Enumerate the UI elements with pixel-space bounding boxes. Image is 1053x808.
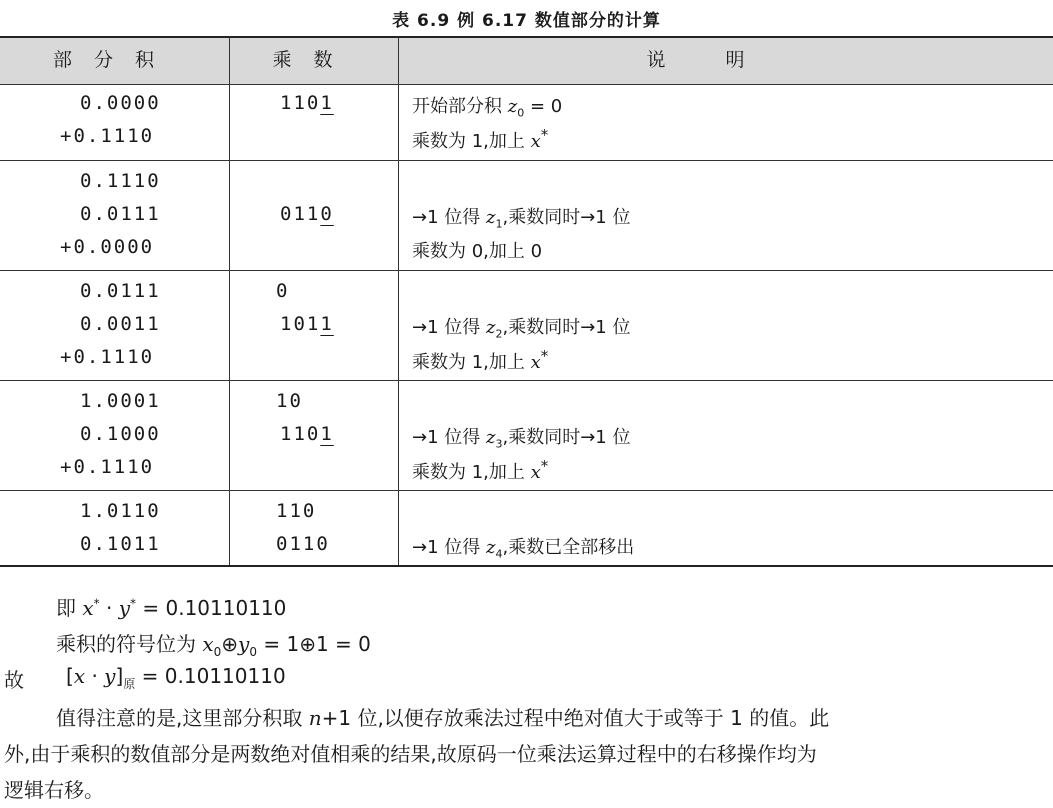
result-line-magnitude: 即 x* · y* = 0.10110110 [56,596,287,620]
partial-product: +0.1110 [60,346,155,368]
step-note: 乘数为 1,加上 x* [412,126,549,152]
multiplier-shifted: 110 [276,500,317,522]
paragraph-line: 逻辑右移。 [4,778,104,802]
step-note: 乘数为 1,加上 x* [412,457,549,483]
multiplier-shifted: 0 [276,280,290,302]
multiplier-value: 1101 [280,92,334,114]
multiplier-value: 0110 [276,533,330,555]
partial-product: 1.0110 [80,500,161,522]
step-note: 开始部分积 $z_0 = 0$ [412,96,563,120]
step-note: 乘数为 0,加上 0 [412,241,543,262]
step-note: →1 位得 $z_3$,乘数同时→1 位 [412,427,631,451]
multiplier-value: 1011 [280,313,334,335]
result-line-final: $[x \cdot y]_原 = 0.10110110$ [66,664,286,691]
header-description: 说明 [646,49,805,71]
partial-product: 0.1000 [80,423,161,445]
step-note: 乘数为 1,加上 x* [412,347,549,373]
step-note: →1 位得 $z_2$,乘数同时→1 位 [412,317,631,341]
multiplier-value: 0110 [280,203,334,225]
multiplier-value: 1101 [280,423,334,445]
result-line-sign: 乘积的符号位为 $x_0\oplus y_0$ = 1⊕1 = 0 [56,632,371,659]
step-note: →1 位得 $z_1$,乘数同时→1 位 [412,207,631,231]
paragraph-line: 值得注意的是,这里部分积取 n+1 位,以便存放乘法过程中绝对值大于或等于 1 的值。此 [56,706,830,730]
partial-product: 0.0111 [80,280,161,302]
partial-product: 0.1110 [80,170,161,192]
partial-product: +0.0000 [60,236,155,258]
header-multiplier: 乘数 [272,49,355,71]
paragraph-line: 外,由于乘积的数值部分是两数绝对值相乘的结果,故原码一位乘法运算过程中的右移操作均为 [4,742,817,766]
step-note: →1 位得 $z_4$,乘数已全部移出 [412,537,635,561]
header-partial-product: 部分积 [52,49,176,71]
partial-product: +0.1110 [60,125,155,147]
partial-product: 0.0111 [80,203,161,225]
result-line-prefix: 故 [4,668,24,692]
partial-product: 1.0001 [80,390,161,412]
partial-product: 0.1011 [80,533,161,555]
partial-product: 0.0011 [80,313,161,335]
partial-product: 0.0000 [80,92,161,114]
multiplier-shifted: 10 [276,390,303,412]
table-caption: 表 6.9 例 6.17 数值部分的计算 [392,11,661,31]
partial-product: +0.1110 [60,456,155,478]
